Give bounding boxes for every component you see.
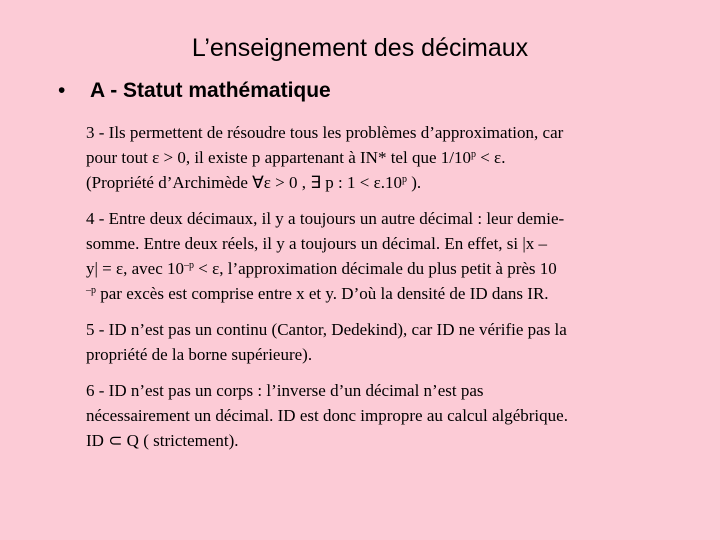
exponent: p xyxy=(401,174,407,185)
text-run: pour tout ε > 0, il existe p appartenant à IN* tel que 1/10 xyxy=(86,148,471,167)
slide-title: L’enseignement des décimaux xyxy=(191,34,529,62)
paragraph-line xyxy=(86,145,662,170)
section-heading-text: A - Statut mathématique xyxy=(90,79,331,102)
slide-body xyxy=(86,120,662,464)
section-heading xyxy=(58,79,331,103)
text-run: par excès est comprise entre x et y. D’où la densité de ID dans IR. xyxy=(96,284,549,303)
paragraph-6 xyxy=(86,378,662,453)
paragraph-line: ID ⊂ Q ( strictement). xyxy=(86,431,239,450)
paragraph-line: somme. Entre deux réels, il y a toujours un décimal. En effet, si |x – xyxy=(86,234,548,253)
paragraph-5 xyxy=(86,317,662,367)
paragraph-line: 3 - Ils permettent de résoudre tous les problèmes d’approximation, car xyxy=(86,123,564,142)
text-run: y| = ε, avec 10 xyxy=(86,259,185,278)
paragraph-line xyxy=(86,256,662,281)
paragraph-line xyxy=(86,170,662,195)
exponent: –p xyxy=(86,285,96,296)
text-run: (Propriété d’Archimède ∀ε > 0 , ∃ p : 1 < ε.10 xyxy=(86,173,402,192)
text-run: < ε, l’approximation décimale du plus petit à près 10 xyxy=(194,259,557,278)
text-run: ). xyxy=(406,173,422,192)
paragraph-line: 4 - Entre deux décimaux, il y a toujours un autre décimal : leur demie- xyxy=(86,209,565,228)
paragraph-line: 6 - ID n’est pas un corps : l’inverse d’un décimal n’est pas xyxy=(86,381,484,400)
paragraph-line: 5 - ID n’est pas un continu (Cantor, Dedekind), car ID ne vérifie pas la xyxy=(86,320,567,339)
paragraph-4 xyxy=(86,206,662,306)
exponent: p xyxy=(470,149,476,160)
paragraph-line: nécessairement un décimal. ID est donc impropre au calcul algébrique. xyxy=(86,406,568,425)
paragraph-3 xyxy=(86,120,662,195)
paragraph-line: propriété de la borne supérieure). xyxy=(86,345,313,364)
paragraph-line xyxy=(86,281,662,306)
exponent: –p xyxy=(184,260,195,271)
text-run: < ε. xyxy=(475,148,506,167)
bullet-icon: • xyxy=(58,79,66,102)
